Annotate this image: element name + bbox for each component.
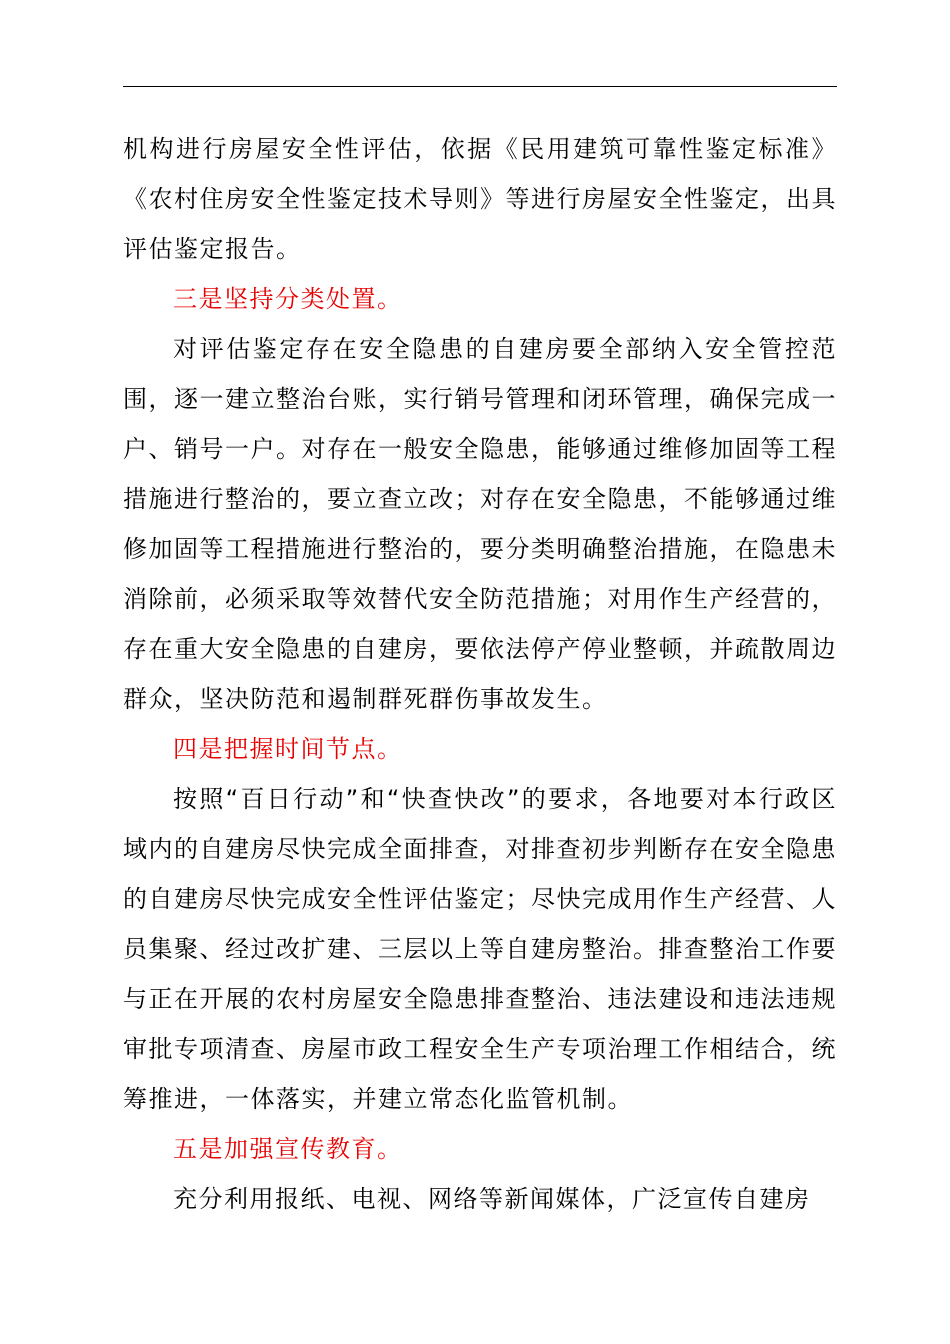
section-heading-time-nodes: 四是把握时间节点。 <box>173 735 403 763</box>
paragraph-time-nodes: 按照“百日行动”和“快查快改”的要求，各地要对本行政区域内的自建房尽快完成全面排查，对排查初步判断存在安全隐患的自建房尽快完成安全性评估鉴定；尽快完成用作生产经营、人员集聚、经过改扩建、三层以上等自建房整治。排查整治工作要与正在开展的农村房屋安全隐患排查整治、违法建设和违法违规审批专项清查、房屋市政工程安全生产专项治理工作相结合，统筹推进，一体落实，并建立常态化监管机制。 <box>123 785 837 1113</box>
paragraph-classified-disposal: 对评估鉴定存在安全隐患的自建房要全部纳入安全管控范围，逐一建立整治台账，实行销号管理和闭环管理，确保完成一户、销号一户。对存在一般安全隐患，能够通过维修加固等工程措施进行整治的，要立查立改；对存在安全隐患，不能够通过维修加固等工程措施进行整治的，要分类明确整治措施，在隐患未消除前，必须采取等效替代安全防范措施；对用作生产经营的，存在重大安全隐患的自建房，要依法停产停业整顿，并疏散周边群众，坚决防范和遏制群死群伤事故发生。 <box>123 335 837 713</box>
section-heading-publicity-education: 五是加强宣传教育。 <box>173 1135 403 1163</box>
document-body <box>123 124 837 1224</box>
section-heading-classified-disposal: 三是坚持分类处置。 <box>173 285 403 313</box>
header-rule <box>123 86 837 87</box>
paragraph-assessment-continuation: 机构进行房屋安全性评估，依据《民用建筑可靠性鉴定标准》《农村住房安全性鉴定技术导则》等进行房屋安全性鉴定，出具评估鉴定报告。 <box>123 135 837 263</box>
paragraph-publicity-education: 充分利用报纸、电视、网络等新闻媒体，广泛宣传自建房 <box>173 1185 811 1213</box>
